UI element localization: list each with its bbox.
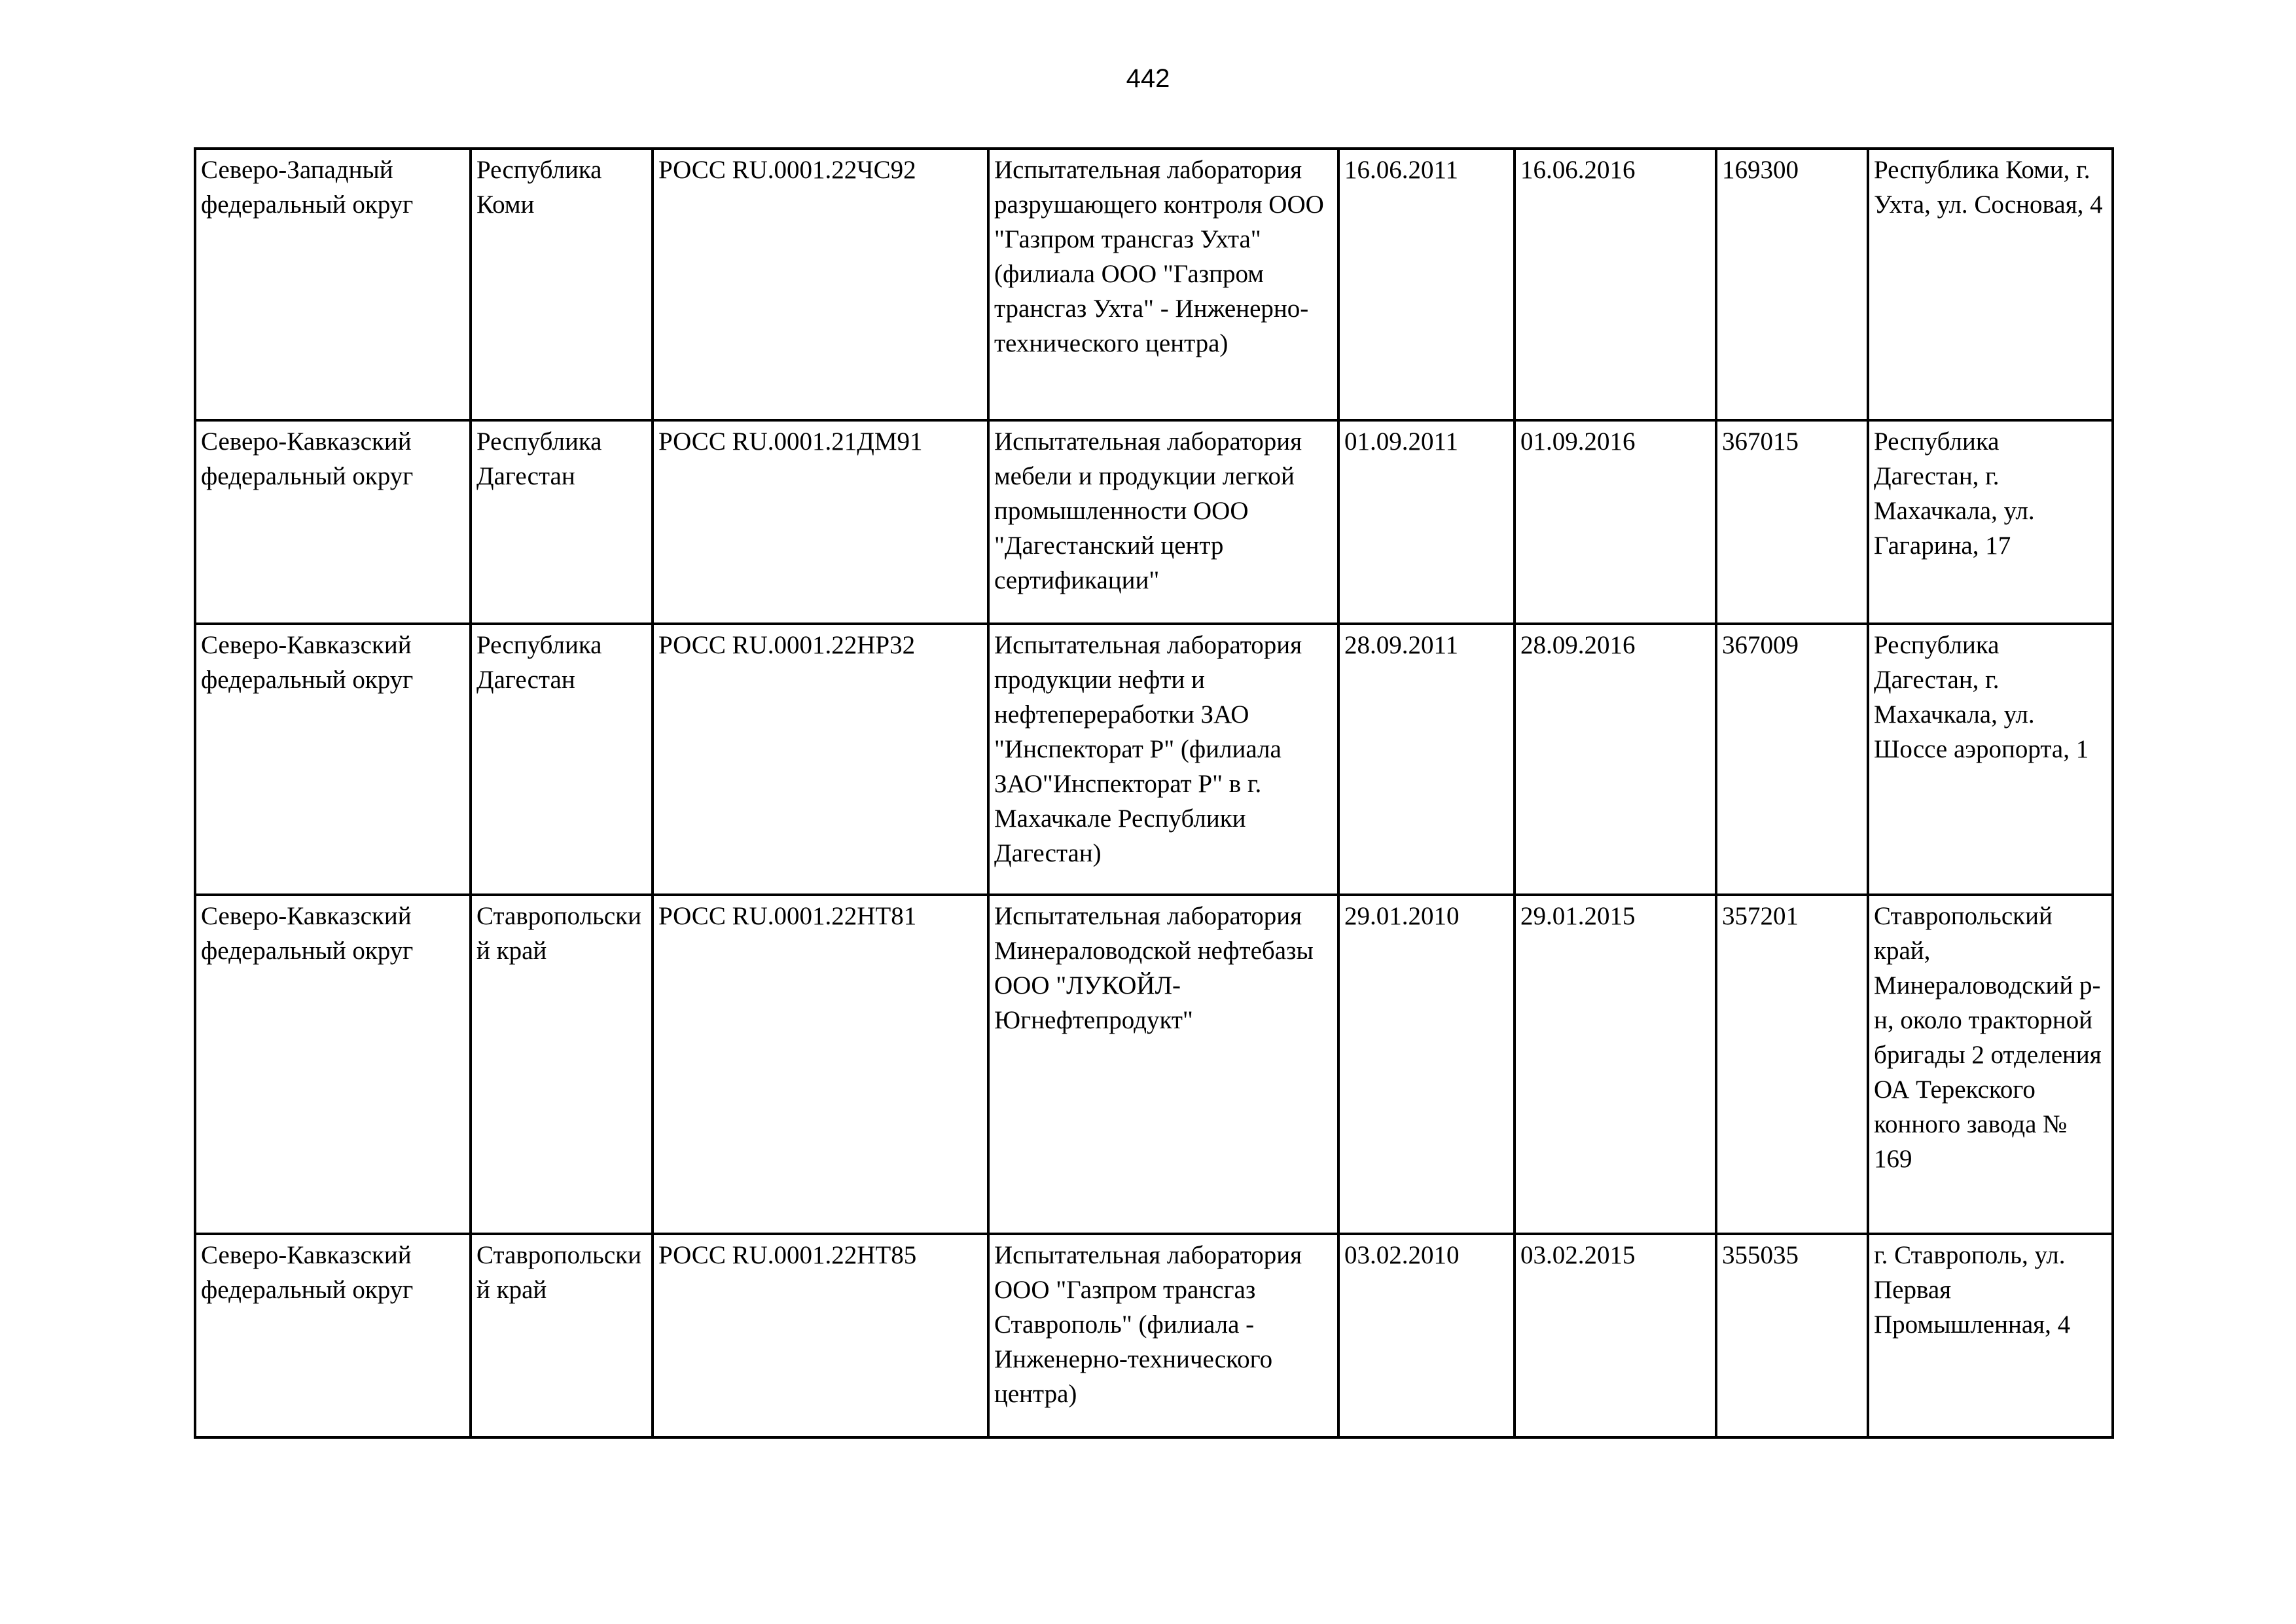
certificate-cell: РОСС RU.0001.22НР32 [653, 624, 988, 895]
date-end-cell: 03.02.2015 [1515, 1234, 1716, 1437]
region-cell: Ставропольский край [471, 1234, 653, 1437]
address-cell: Республика Коми, г. Ухта, ул. Сосновая, 4 [1868, 149, 2113, 420]
postal-index-cell: 367015 [1716, 420, 1868, 624]
date-start-cell: 28.09.2011 [1338, 624, 1515, 895]
laboratory-cell: Испытательная лаборатория разрушающего контроля ООО "Газпром трансгаз Ухта" (филиала ООО "Газпром трансгаз Ухта" - Инженерно-технического центра) [988, 149, 1338, 420]
region-cell: Ставропольский край [471, 895, 653, 1234]
table-row [195, 149, 2113, 420]
address-cell: г. Ставрополь, ул. Первая Промышленная, 4 [1868, 1234, 2113, 1437]
region-cell: Республика Дагестан [471, 624, 653, 895]
date-end-cell: 29.01.2015 [1515, 895, 1716, 1234]
district-cell: Северо-Кавказский федеральный округ [195, 420, 471, 624]
postal-index-cell: 357201 [1716, 895, 1868, 1234]
date-start-cell: 29.01.2010 [1338, 895, 1515, 1234]
address-cell: Республика Дагестан, г. Махачкала, ул. Шоссе аэропорта, 1 [1868, 624, 2113, 895]
date-end-cell: 28.09.2016 [1515, 624, 1716, 895]
date-start-cell: 03.02.2010 [1338, 1234, 1515, 1437]
table-row [195, 420, 2113, 624]
postal-index-cell: 367009 [1716, 624, 1868, 895]
table-row [195, 624, 2113, 895]
certificate-cell: РОСС RU.0001.22НТ81 [653, 895, 988, 1234]
page-number: 442 [1126, 64, 1170, 93]
date-end-cell: 01.09.2016 [1515, 420, 1716, 624]
region-cell: Республика Коми [471, 149, 653, 420]
address-cell: Республика Дагестан, г. Махачкала, ул. Гагарина, 17 [1868, 420, 2113, 624]
district-cell: Северо-Западный федеральный округ [195, 149, 471, 420]
district-cell: Северо-Кавказский федеральный округ [195, 1234, 471, 1437]
laboratory-cell: Испытательная лаборатория Минераловодской нефтебазы ООО "ЛУКОЙЛ-Югнефтепродукт" [988, 895, 1338, 1234]
registry-table [194, 147, 2114, 1439]
date-start-cell: 01.09.2011 [1338, 420, 1515, 624]
district-cell: Северо-Кавказский федеральный округ [195, 624, 471, 895]
district-cell: Северо-Кавказский федеральный округ [195, 895, 471, 1234]
date-start-cell: 16.06.2011 [1338, 149, 1515, 420]
region-cell: Республика Дагестан [471, 420, 653, 624]
laboratory-cell: Испытательная лаборатория продукции нефти и нефтепереработки ЗАО "Инспекторат Р" (филиала ЗАО"Инспекторат Р" в г. Махачкале Республики Дагестан) [988, 624, 1338, 895]
table-row [195, 1234, 2113, 1437]
address-cell: Ставропольский край, Минераловодский р-н, около тракторной бригады 2 отделения ОА Терекского конного завода № 169 [1868, 895, 2113, 1234]
postal-index-cell: 355035 [1716, 1234, 1868, 1437]
postal-index-cell: 169300 [1716, 149, 1868, 420]
laboratory-cell: Испытательная лаборатория мебели и продукции легкой промышленности ООО "Дагестанский центр сертификации" [988, 420, 1338, 624]
certificate-cell: РОСС RU.0001.22НТ85 [653, 1234, 988, 1437]
date-end-cell: 16.06.2016 [1515, 149, 1716, 420]
laboratory-cell: Испытательная лаборатория ООО "Газпром трансгаз Ставрополь" (филиала - Инженерно-технического центра) [988, 1234, 1338, 1437]
certificate-cell: РОСС RU.0001.22ЧС92 [653, 149, 988, 420]
table-row [195, 895, 2113, 1234]
certificate-cell: РОСС RU.0001.21ДМ91 [653, 420, 988, 624]
